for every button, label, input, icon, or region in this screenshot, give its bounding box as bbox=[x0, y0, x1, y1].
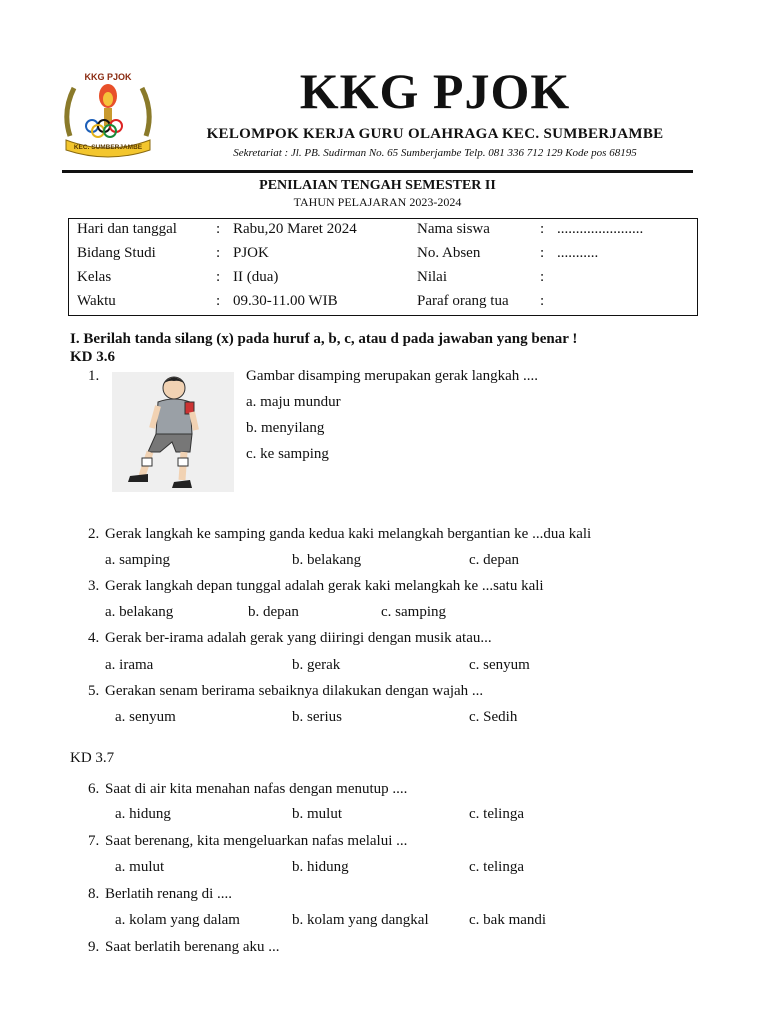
question-number: 1. bbox=[88, 368, 100, 384]
answer-option[interactable]: b. serius bbox=[292, 709, 342, 725]
answer-option[interactable]: a. mulut bbox=[115, 859, 165, 875]
answer-option[interactable]: c. telinga bbox=[469, 806, 524, 822]
answer-option[interactable]: b. mulut bbox=[292, 806, 343, 822]
student-info-box bbox=[68, 218, 698, 316]
question-text: Gerakan senam berirama sebaiknya dilakukan dengan wajah ... bbox=[105, 683, 484, 699]
answer-option[interactable]: b. depan bbox=[248, 604, 299, 620]
question-text: Gerak ber-irama adalah gerak yang diiringi dengan musik atau... bbox=[105, 630, 492, 646]
info-label: Nilai bbox=[417, 269, 447, 285]
question-number: 7. bbox=[88, 833, 100, 849]
group-name: KELOMPOK KERJA GURU OLAHRAGA KEC. SUMBERJAMBE bbox=[206, 126, 664, 142]
question-number: 2. bbox=[88, 526, 100, 542]
answer-option[interactable]: a. hidung bbox=[115, 806, 171, 822]
question-text: Saat berenang, kita mengeluarkan nafas melalui ... bbox=[105, 833, 408, 849]
logo-text-top: KKG PJOK bbox=[84, 72, 132, 82]
question-number: 8. bbox=[88, 886, 100, 902]
answer-option[interactable]: a. belakang bbox=[105, 604, 174, 620]
info-value: PJOK bbox=[233, 245, 269, 261]
info-separator: : bbox=[216, 221, 221, 237]
answer-option[interactable]: b. menyilang bbox=[246, 420, 325, 436]
answer-option[interactable]: c. Sedih bbox=[469, 709, 518, 725]
question-text: Saat berlatih berenang aku ... bbox=[105, 939, 280, 955]
question-text: Gerak langkah depan tunggal adalah gerak kaki melangkah ke ...satu kali bbox=[105, 578, 544, 594]
answer-option[interactable]: c. bak mandi bbox=[469, 912, 547, 928]
info-separator: : bbox=[540, 269, 545, 285]
info-label: No. Absen bbox=[417, 245, 481, 261]
answer-option[interactable]: a. kolam yang dalam bbox=[115, 912, 240, 928]
student-name-field[interactable]: ....................... bbox=[557, 221, 644, 237]
info-label: Hari dan tanggal bbox=[77, 221, 177, 237]
answer-option[interactable]: c. senyum bbox=[469, 657, 530, 673]
info-separator: : bbox=[540, 293, 545, 309]
question-number: 6. bbox=[88, 781, 100, 797]
question-text: Berlatih renang di .... bbox=[105, 886, 233, 902]
info-label: Paraf orang tua bbox=[417, 293, 509, 309]
info-value: Rabu,20 Maret 2024 bbox=[233, 221, 357, 237]
question-text: Gerak langkah ke samping ganda kedua kaki melangkah bergantian ke ...dua kali bbox=[105, 526, 592, 542]
info-value: 09.30-11.00 WIB bbox=[233, 293, 338, 309]
kd-heading: KD 3.6 bbox=[70, 349, 115, 365]
question-number: 3. bbox=[88, 578, 100, 594]
kkg-pjok-logo bbox=[56, 66, 160, 158]
absence-number-field[interactable]: ........... bbox=[557, 245, 599, 261]
info-label: Waktu bbox=[77, 293, 116, 309]
answer-option[interactable]: c. samping bbox=[381, 604, 446, 620]
kd-heading: KD 3.7 bbox=[70, 750, 115, 766]
question-text: Gambar disamping merupakan gerak langkah .... bbox=[246, 368, 538, 384]
logo-text-bottom: KEC. SUMBERJAMBE bbox=[73, 144, 143, 151]
academic-year: TAHUN PELAJARAN 2023-2024 bbox=[293, 195, 462, 209]
answer-option[interactable]: b. hidung bbox=[292, 859, 349, 875]
info-value: II (dua) bbox=[233, 269, 279, 285]
info-label: Bidang Studi bbox=[77, 245, 156, 261]
info-label: Kelas bbox=[77, 269, 112, 285]
boy-stepping-illustration bbox=[112, 372, 234, 492]
section-instruction: I. Berilah tanda silang (x) pada huruf a, b, c, atau d pada jawaban yang benar ! bbox=[70, 331, 578, 347]
info-separator: : bbox=[216, 293, 221, 309]
answer-option[interactable]: b. belakang bbox=[292, 552, 362, 568]
info-label: Nama siswa bbox=[417, 221, 490, 237]
question-number: 9. bbox=[88, 939, 100, 955]
question-number: 5. bbox=[88, 683, 100, 699]
answer-option[interactable]: c. telinga bbox=[469, 859, 524, 875]
exam-title: PENILAIAN TENGAH SEMESTER II bbox=[259, 178, 496, 193]
answer-option[interactable]: c. ke samping bbox=[246, 446, 329, 462]
secretariat-address: Sekretariat : Jl. PB. Sudirman No. 65 Sumberjambe Telp. 081 336 712 129 Kode pos 68195 bbox=[233, 147, 637, 159]
answer-option[interactable]: a. maju mundur bbox=[246, 394, 341, 410]
answer-option[interactable]: b. gerak bbox=[292, 657, 341, 673]
info-separator: : bbox=[540, 221, 545, 237]
question-number: 4. bbox=[88, 630, 100, 646]
answer-option[interactable]: a. irama bbox=[105, 657, 154, 673]
answer-option[interactable]: a. samping bbox=[105, 552, 170, 568]
info-separator: : bbox=[216, 245, 221, 261]
header-divider bbox=[62, 170, 693, 173]
brand-title: KKG PJOK bbox=[299, 63, 571, 119]
answer-option[interactable]: c. depan bbox=[469, 552, 519, 568]
answer-option[interactable]: a. senyum bbox=[115, 709, 176, 725]
question-text: Saat di air kita menahan nafas dengan menutup .... bbox=[105, 781, 408, 797]
info-separator: : bbox=[540, 245, 545, 261]
info-separator: : bbox=[216, 269, 221, 285]
answer-option[interactable]: b. kolam yang dangkal bbox=[292, 912, 429, 928]
